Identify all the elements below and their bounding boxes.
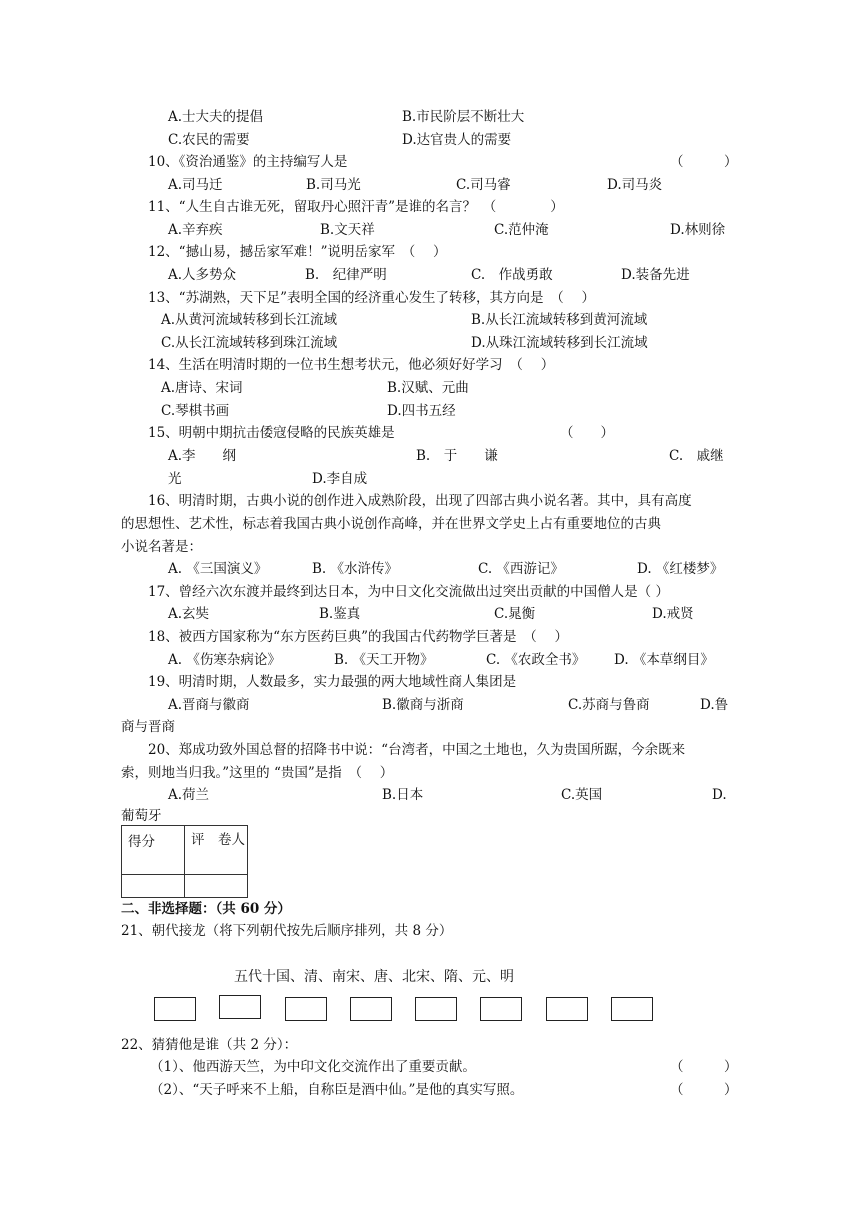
q16-option-d: D. 《红楼梦》 — [637, 561, 724, 577]
q10-option-a: A.司马迁 — [168, 177, 223, 193]
q9-option-c: C.农民的需要 — [168, 132, 250, 148]
score-table — [121, 825, 248, 898]
q9-option-d: D.达官贵人的需要 — [402, 132, 512, 148]
q12-option-a: A.人多势众 — [168, 267, 237, 283]
grader-header: 评 卷人 — [185, 826, 248, 875]
q17-option-a: A.玄奘 — [168, 606, 210, 622]
q12-option-b: B. 纪律严明 — [305, 267, 387, 283]
q13-stem: 13、“苏湖熟，天下足”表明全国的经济重心发生了转移，其方向是 （ ） — [148, 290, 596, 306]
q22-sub-1-paren: （ ） — [670, 1059, 738, 1075]
q13-option-a: A.从黄河流域转移到长江流域 — [161, 312, 338, 328]
q16-stem-line3: 小说名著是： — [121, 539, 202, 555]
q15-option-b: B. 于 谦 — [416, 448, 498, 464]
q19-stem: 19、明清时期，人数最多，实力最强的两大地域性商人集团是 — [148, 674, 517, 690]
q11-option-b: B.文天祥 — [320, 222, 375, 238]
q14-option-d: D.四书五经 — [387, 403, 456, 419]
q20-stem-line2: 索，则地当归我。”这里的 “贵国”是指 （ ） — [121, 765, 394, 781]
q21-answer-box-8[interactable] — [611, 997, 653, 1021]
q20-option-d-continued: 葡萄牙 — [121, 808, 162, 824]
q20-option-d: D. — [712, 787, 727, 803]
q21-dynasty-list: 五代十国、清、南宋、唐、北宋、隋、元、明 — [234, 969, 514, 985]
q10-answer-paren: （ ） — [670, 154, 738, 170]
q16-stem-line2: 的思想性、艺术性，标志着我国古典小说创作高峰，并在世界文学史上占有重要地位的古典 — [121, 516, 661, 532]
q15-option-d: D.李自成 — [312, 471, 368, 487]
grader-cell[interactable] — [185, 875, 248, 898]
q15-answer-paren: （ ） — [560, 425, 614, 441]
q20-stem-line1: 20、郑成功致外国总督的招降书中说：“台湾者，中国之土地也，久为贵国所踞，今余既来 — [148, 742, 686, 758]
q19-option-c: C.苏商与鲁商 — [568, 697, 650, 713]
q18-option-d: D. 《本草纲目》 — [614, 652, 714, 668]
q10-option-c: C.司马睿 — [456, 177, 511, 193]
q21-answer-box-4[interactable] — [350, 997, 392, 1021]
q17-option-b: B.鉴真 — [319, 606, 361, 622]
q14-stem: 14、生活在明清时期的一位书生想考状元，他必须好好学习 （ ） — [148, 357, 555, 373]
q17-option-d: D.戒贤 — [652, 606, 694, 622]
q13-option-c: C.从长江流域转移到珠江流域 — [161, 335, 338, 351]
q22-sub-2: （2）、“天子呼来不上船，自称臣是酒中仙。”是他的真实写照。 — [150, 1082, 524, 1098]
q20-option-a: A.荷兰 — [168, 787, 210, 803]
q21-stem: 21、朝代接龙（将下列朝代按先后顺序排列，共 8 分） — [121, 923, 453, 939]
q11-option-a: A.辛弃疾 — [168, 222, 223, 238]
q15-option-a: A.李 纲 — [168, 448, 237, 464]
q10-stem: 10、《资治通鉴》的主持编写人是 — [148, 154, 348, 170]
q20-option-b: B.日本 — [382, 787, 424, 803]
q14-option-b: B.汉赋、元曲 — [387, 380, 469, 396]
q21-answer-box-7[interactable] — [546, 997, 588, 1021]
q9-option-a: A.士大夫的提倡 — [168, 109, 264, 125]
q16-option-a: A. 《三国演义》 — [168, 561, 268, 577]
q21-answer-box-2[interactable] — [219, 995, 261, 1019]
q15-option-c-continued: 光 — [168, 471, 182, 487]
q15-option-c: C. 戚继 — [669, 448, 724, 464]
q9-option-b: B.市民阶层不断壮大 — [402, 109, 525, 125]
q19-option-b: B.徽商与浙商 — [382, 697, 464, 713]
q17-stem: 17、曾经六次东渡并最终到达日本，为中日文化交流做出过突出贡献的中国僧人是（ ） — [148, 584, 669, 600]
q12-option-c: C. 作战勇敢 — [471, 267, 553, 283]
q13-option-b: B.从长江流域转移到黄河流域 — [471, 312, 648, 328]
q21-answer-box-1[interactable] — [154, 997, 196, 1021]
q21-answer-box-6[interactable] — [480, 997, 522, 1021]
q22-sub-2-paren: （ ） — [670, 1082, 738, 1098]
q17-option-c: C.晁衡 — [494, 606, 536, 622]
q14-option-a: A.唐诗、宋词 — [161, 380, 243, 396]
q15-stem: 15、明朝中期抗击倭寇侵略的民族英雄是 — [148, 425, 395, 441]
q10-option-b: B.司马光 — [306, 177, 361, 193]
q21-answer-box-3[interactable] — [285, 997, 327, 1021]
q22-stem: 22、猜猜他是谁（共 2 分）： — [121, 1037, 298, 1053]
q11-option-d: D.林则徐 — [670, 222, 726, 238]
q14-option-c: C.琴棋书画 — [161, 403, 230, 419]
q18-option-c: C. 《农政全书》 — [486, 652, 586, 668]
q18-stem: 18、被西方国家称为“东方医药巨典”的我国古代药物学巨著是 （ ） — [148, 629, 569, 645]
q19-option-d: D.鲁 — [700, 697, 729, 713]
q13-option-d: D.从珠江流域转移到长江流域 — [471, 335, 648, 351]
q12-stem: 12、“撼山易，撼岳家军难！”说明岳家军 （ ） — [148, 244, 447, 260]
q18-option-b: B. 《天工开物》 — [334, 652, 434, 668]
score-cell[interactable] — [122, 875, 185, 898]
q21-answer-box-5[interactable] — [415, 997, 457, 1021]
section-2-title: 二、非选择题：（共 60 分） — [121, 901, 291, 917]
q19-option-d-continued: 商与晋商 — [121, 719, 175, 735]
q12-option-d: D.装备先进 — [621, 267, 690, 283]
q16-option-b: B. 《水浒传》 — [312, 561, 399, 577]
q19-option-a: A.晋商与徽商 — [168, 697, 250, 713]
q16-option-c: C. 《西游记》 — [478, 561, 564, 577]
q18-option-a: A. 《伤寒杂病论》 — [168, 652, 281, 668]
q11-option-c: C.范仲淹 — [494, 222, 549, 238]
score-header: 得分 — [122, 826, 185, 875]
q11-stem: 11、“人生自古谁无死，留取丹心照汗青”是谁的名言？ （ ） — [148, 199, 564, 215]
q10-option-d: D.司马炎 — [607, 177, 663, 193]
q22-sub-1: （1）、他西游天竺，为中印文化交流作出了重要贡献。 — [150, 1059, 476, 1075]
q20-option-c: C.英国 — [561, 787, 603, 803]
q16-stem-line1: 16、明清时期，古典小说的创作进入成熟阶段，出现了四部古典小说名著。其中，具有高度 — [148, 493, 692, 509]
